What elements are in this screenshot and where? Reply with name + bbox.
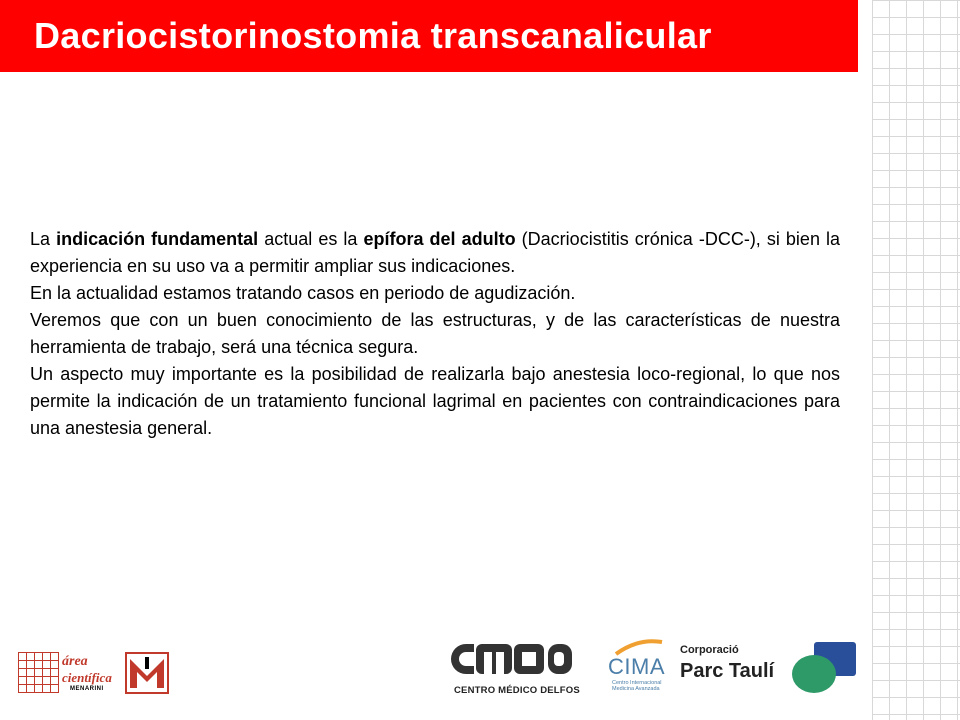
paragraph-anestesia: Un aspecto muy importante es la posibilidad de realizarla bajo anestesia loco-regional, lo que nos permite la indicación de un tratamiento funcional lagrimal en pacientes con contraindicaciones para una anestesia general. — [30, 364, 840, 438]
paragraph-tecnica-segura: Veremos que con un buen conocimiento de las estructuras, y de las características de nuestra herramienta de trabajo, será una técnica segura. — [30, 310, 840, 357]
cima-swoosh-icon — [608, 636, 674, 656]
parc-tauli-logo — [680, 644, 860, 704]
title-bar — [0, 0, 858, 72]
menarini-logo — [125, 652, 169, 694]
area-cientifica-logo — [18, 652, 124, 694]
slide-title: Dacriocistorinostomia transcanalicular — [34, 15, 712, 56]
decorative-grid — [872, 0, 960, 720]
cima-subtitle — [612, 680, 662, 692]
bold-text-indicacion: indicación fundamental — [56, 229, 259, 249]
grid-icon — [18, 652, 59, 693]
text-run: (Dacriocistitis crónica -DCC-), si bien la experiencia en su uso va a permitir ampliar sus indicaciones. — [30, 229, 841, 276]
cima-sub-line1: Centro Internacional — [612, 680, 662, 686]
area-logo-line3: MENARINI — [70, 686, 104, 692]
centro-medico-delfos-logo — [448, 638, 608, 702]
parc-shapes-icon — [786, 640, 858, 696]
cmd-logo-icon — [448, 638, 608, 684]
paragraph-indication — [30, 226, 840, 280]
cima-logo — [608, 636, 674, 700]
delfos-caption: CENTRO MÉDICO DELFOS — [454, 685, 580, 696]
bold-text-epifora: epífora del adulto — [363, 229, 516, 249]
text-run: La — [30, 229, 57, 249]
area-logo-line2: científica — [62, 670, 112, 685]
cima-sub-line2: Medicina Avanzada — [612, 686, 660, 692]
text-run: actual es la — [258, 229, 364, 249]
parc-logo-line2: Parc Taulí — [680, 660, 775, 682]
parc-logo-line1: Corporació — [680, 644, 739, 656]
menarini-m-icon — [127, 654, 167, 692]
cima-wordmark: CIMA — [608, 654, 665, 679]
area-logo-line1: área — [62, 654, 88, 669]
slide-body — [30, 226, 840, 442]
paragraph-agudizacion: En la actualidad estamos tratando casos en periodo de agudización. — [30, 283, 576, 303]
